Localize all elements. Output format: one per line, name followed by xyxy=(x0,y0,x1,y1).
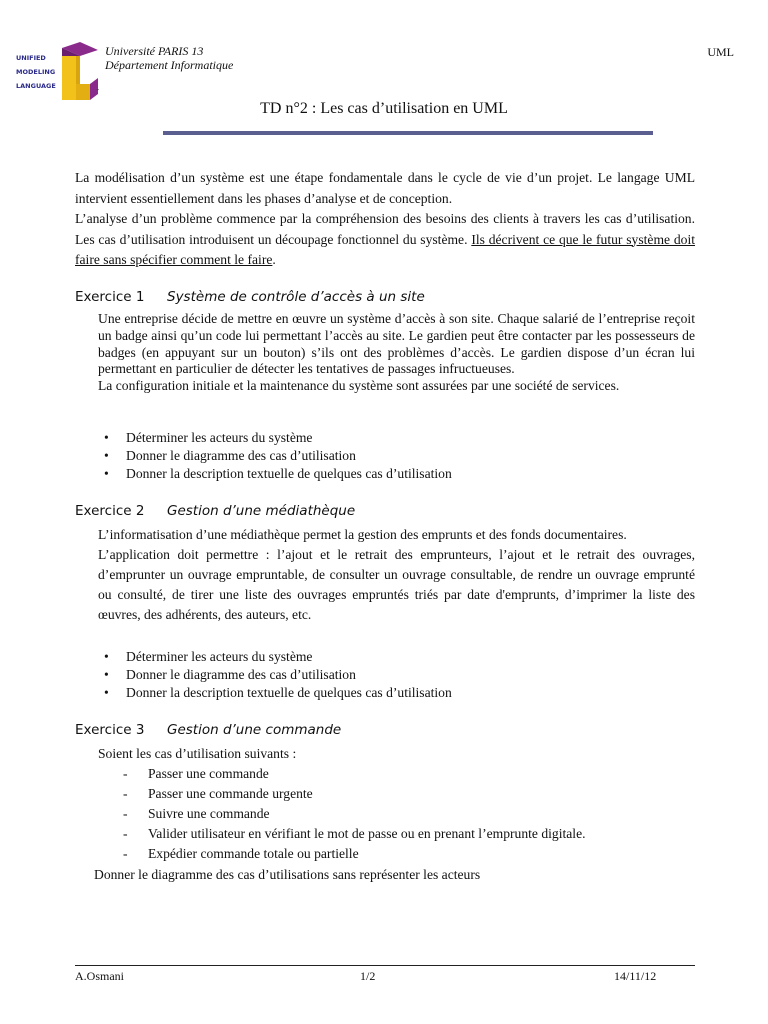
intro-p2-end: . xyxy=(272,252,276,267)
list-item: • Donner le diagramme des cas d’utilisation xyxy=(98,666,695,684)
list-item: - Expédier commande totale ou partielle xyxy=(118,844,695,864)
exercise-2-heading xyxy=(75,503,355,519)
exercise-1-paragraph-2: La configuration initiale et la maintenance du système sont assurées par une société de services. xyxy=(98,378,620,394)
exercise-3-number: Exercice 3 xyxy=(75,722,145,738)
exercise-1-heading xyxy=(75,289,425,305)
header-institution xyxy=(105,44,233,72)
intro-paragraph-2 xyxy=(75,209,695,271)
university-name: Université PARIS 13 xyxy=(105,44,204,58)
exercise-2-tasks xyxy=(98,648,695,702)
exercise-2-body xyxy=(98,525,695,625)
exercise-1-title: Système de contrôle d’accès à un site xyxy=(167,289,425,305)
exercise-1-body xyxy=(98,311,695,395)
uml-logo xyxy=(14,42,104,106)
exercise-3-use-cases xyxy=(118,764,695,864)
intro-p2-underlined: Ils décrivent ce que le futur système doit faire sans spécifier comment le faire xyxy=(75,231,696,267)
exercise-2-paragraph-1: L’informatisation d’une médiathèque permet la gestion des emprunts et des fonds documentaires. xyxy=(98,527,627,542)
list-item: - Valider utilisateur en vérifiant le mot de passe ou en prenant l’emprunte digitale. xyxy=(118,824,695,844)
logo-word-modeling: MODELING xyxy=(16,68,56,76)
list-item: • Déterminer les acteurs du système xyxy=(98,648,695,666)
exercise-3-question: Donner le diagramme des cas d’utilisations sans représenter les acteurs xyxy=(94,867,481,882)
title-divider xyxy=(163,131,653,135)
exercise-3-title: Gestion d’une commande xyxy=(167,722,342,738)
exercise-2-paragraph-2: L’application doit permettre : l’ajout et le retrait des emprunteurs, l’ajout et le retrait des ouvrages, d’emprunter un ouvrage empruntable, de consulter un ouvrage consultable, de rendre un ouvrage emprunté ou consulté, de tirer une liste des ouvrages empruntés triés par date d'emprunts, d’imprimer la liste des œuvres, des adhérents, des auteurs, etc. xyxy=(98,547,695,622)
footer-divider xyxy=(75,965,695,966)
footer-date: 14/11/12 xyxy=(614,969,657,983)
logo-word-unified: UNIFIED xyxy=(16,54,46,62)
department-name: Département Informatique xyxy=(105,58,234,72)
footer-page-number: 1/2 xyxy=(360,969,376,983)
exercise-1-number: Exercice 1 xyxy=(75,289,145,305)
exercise-2-title: Gestion d’une médiathèque xyxy=(167,503,356,519)
list-item: • Déterminer les acteurs du système xyxy=(98,429,695,447)
logo-word-language: LANGUAGE xyxy=(16,82,56,90)
intro-section xyxy=(75,168,695,271)
list-item: - Passer une commande xyxy=(118,764,695,784)
list-item: • Donner la description textuelle de quelques cas d’utilisation xyxy=(98,684,695,702)
exercise-1-paragraph-1: Une entreprise décide de mettre en œuvre un système d’accès à son site. Chaque salarié de l’entreprise reçoit un badge ainsi qu’un code lui permettant l’accès au site. Le gardien peut être contacter par les possesseurs de badges (en appuyant sur un bouton) s’ils ont des problèmes d’accès. Le gardien dispose d’un écran lui permettant en particulier de détecter les tentatives de passages infructueuses. xyxy=(98,311,695,377)
list-item: - Suivre une commande xyxy=(118,804,695,824)
exercise-1-tasks xyxy=(98,429,695,483)
exercise-3-heading xyxy=(75,722,341,738)
list-item: • Donner le diagramme des cas d’utilisation xyxy=(98,447,695,465)
list-item: - Passer une commande urgente xyxy=(118,784,695,804)
intro-paragraph-1: La modélisation d’un système est une étape fondamentale dans le cycle de vie d’un projet. Le langage UML intervient essentiellement dans les phases d’analyse et de conception. xyxy=(75,170,695,206)
header-course: UML xyxy=(707,45,734,59)
exercise-3-intro: Soient les cas d’utilisation suivants : xyxy=(98,746,297,761)
page-title: TD n°2 : Les cas d’utilisation en UML xyxy=(260,100,508,117)
exercise-2-number: Exercice 2 xyxy=(75,503,145,519)
footer-author: A.Osmani xyxy=(75,969,124,983)
intro-p2-text: L’analyse d’un problème commence par la compréhension des besoins des clients à travers les cas d’utilisation. Les cas d’utilisation introduisent un découpage fonctionnel du système. xyxy=(75,211,695,247)
logo-tm: ™ xyxy=(96,88,100,93)
list-item: • Donner la description textuelle de quelques cas d’utilisation xyxy=(98,465,695,483)
